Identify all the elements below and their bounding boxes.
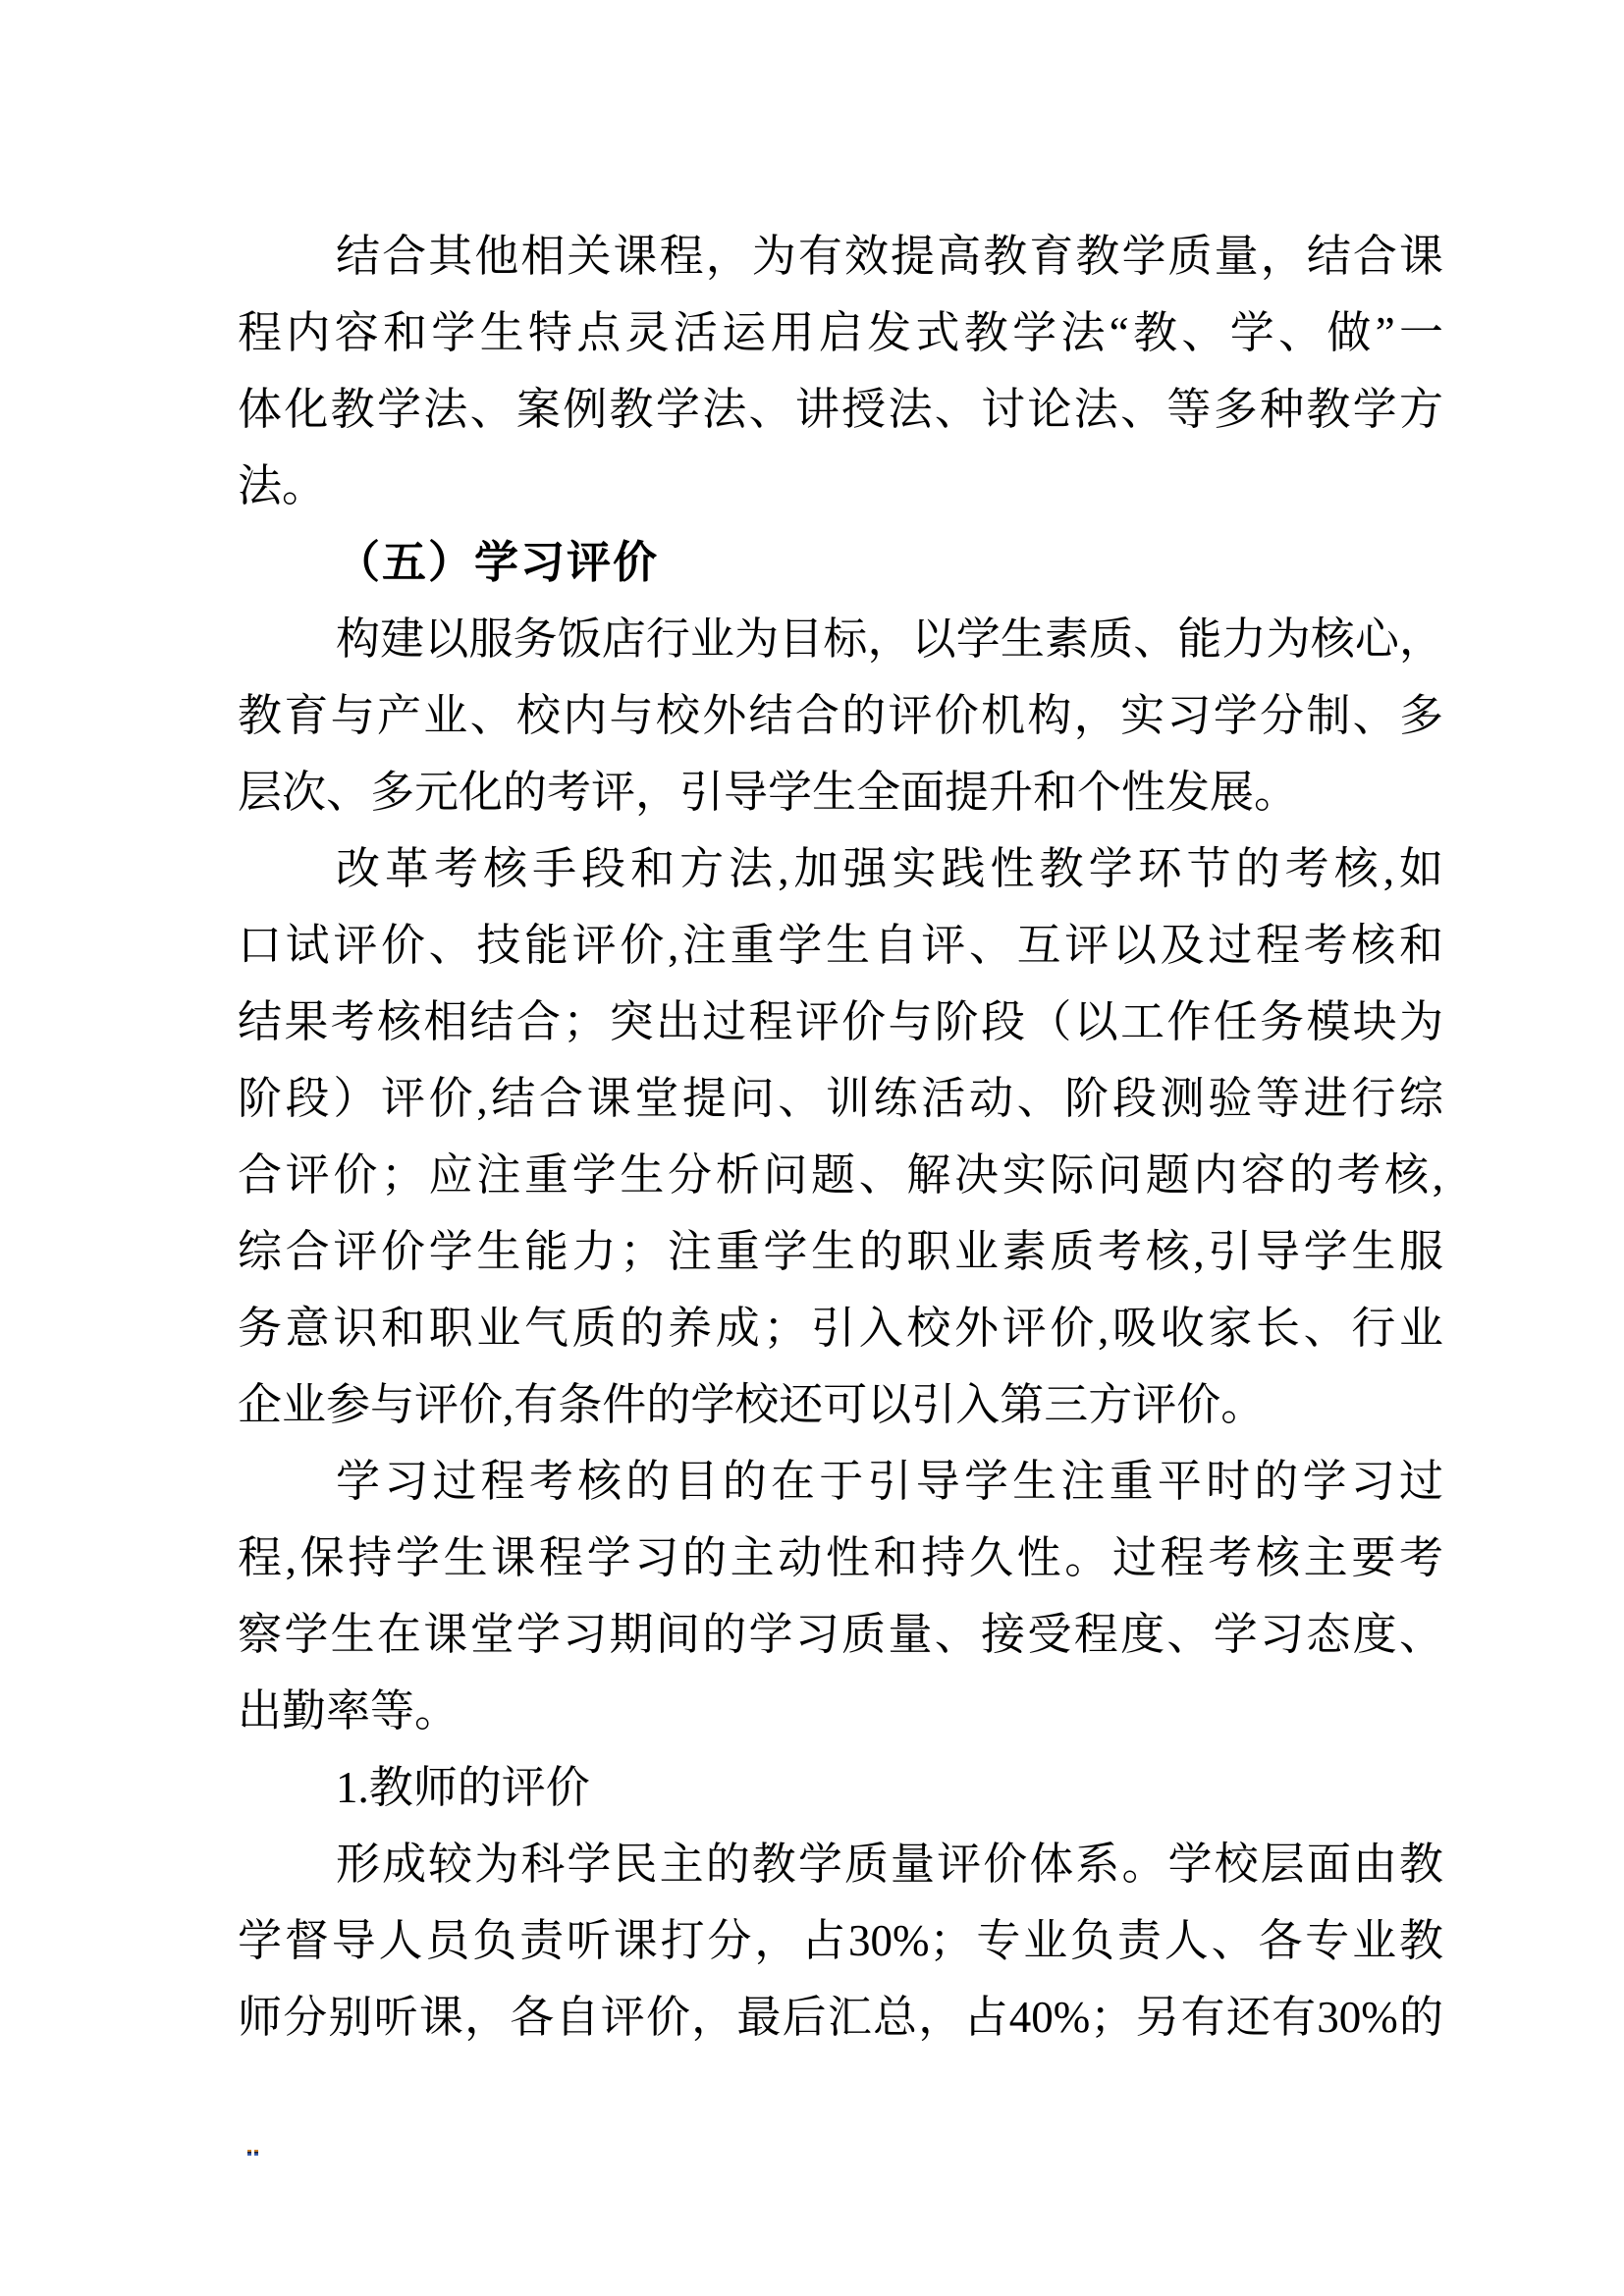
paragraph-line: 学习过程考核的目的在于引导学生注重平时的学习过 xyxy=(336,1457,1443,1506)
paragraph-line: 阶段）评价,结合课堂提问、训练活动、阶段测验等进行综 xyxy=(238,1074,1443,1123)
artifact-speck-icon xyxy=(247,2150,251,2156)
paragraph-line: 学督导人员负责听课打分，占30%；专业负责人、各专业教 xyxy=(238,1916,1443,1965)
paragraph-line: 结合其他相关课程，为有效提高教育教学质量，结合课 xyxy=(336,232,1443,281)
paragraph-line: 形成较为科学民主的教学质量评价体系。学校层面由教 xyxy=(336,1840,1443,1889)
paragraph-line: 体化教学法、案例教学法、讲授法、讨论法、等多种教学方 xyxy=(238,385,1443,434)
section-heading: （五）学习评价 xyxy=(336,537,660,587)
paragraph-line: 程内容和学生特点灵活运用启发式教学法“教、学、做”一 xyxy=(238,308,1443,357)
text-block xyxy=(238,218,1443,2056)
paragraph-line: 教育与产业、校内与校外结合的评价机构，实习学分制、多 xyxy=(238,691,1443,740)
paragraph-line: 法。 xyxy=(238,461,327,510)
paragraph-line: 程,保持学生课程学习的主动性和持久性。过程考核主要考 xyxy=(238,1533,1443,1582)
paragraph-line: 出勤率等。 xyxy=(238,1686,460,1735)
paragraph-line: 合评价；应注重学生分析问题、解决实际问题内容的考核, xyxy=(238,1150,1443,1200)
paragraph-line: 层次、多元化的考评，引导学生全面提升和个性发展。 xyxy=(238,768,1299,817)
paragraph-line: 师分别听课，各自评价，最后汇总，占40%；另有还有30%的 xyxy=(238,1993,1443,2042)
paragraph-line: 口试评价、技能评价,注重学生自评、互评以及过程考核和 xyxy=(238,921,1443,970)
footer-artifact-marks xyxy=(247,2150,258,2156)
paragraph-line: 结果考核相结合；突出过程评价与阶段（以工作任务模块为 xyxy=(238,997,1443,1046)
paragraph-line: 企业参与评价,有条件的学校还可以引入第三方评价。 xyxy=(238,1380,1266,1429)
paragraph-line: 构建以服务饭店行业为目标，以学生素质、能力为核心， xyxy=(336,614,1443,664)
paragraph-line: 务意识和职业气质的养成；引入校外评价,吸收家长、行业 xyxy=(238,1304,1443,1353)
artifact-speck-icon xyxy=(254,2150,258,2156)
numbered-subheading: 1.教师的评价 xyxy=(336,1763,590,1812)
paragraph-line: 改革考核手段和方法,加强实践性教学环节的考核,如 xyxy=(336,844,1443,893)
paragraph-line: 察学生在课堂学习期间的学习质量、接受程度、学习态度、 xyxy=(238,1610,1443,1659)
paragraph-line: 综合评价学生能力；注重学生的职业素质考核,引导学生服 xyxy=(238,1227,1443,1276)
